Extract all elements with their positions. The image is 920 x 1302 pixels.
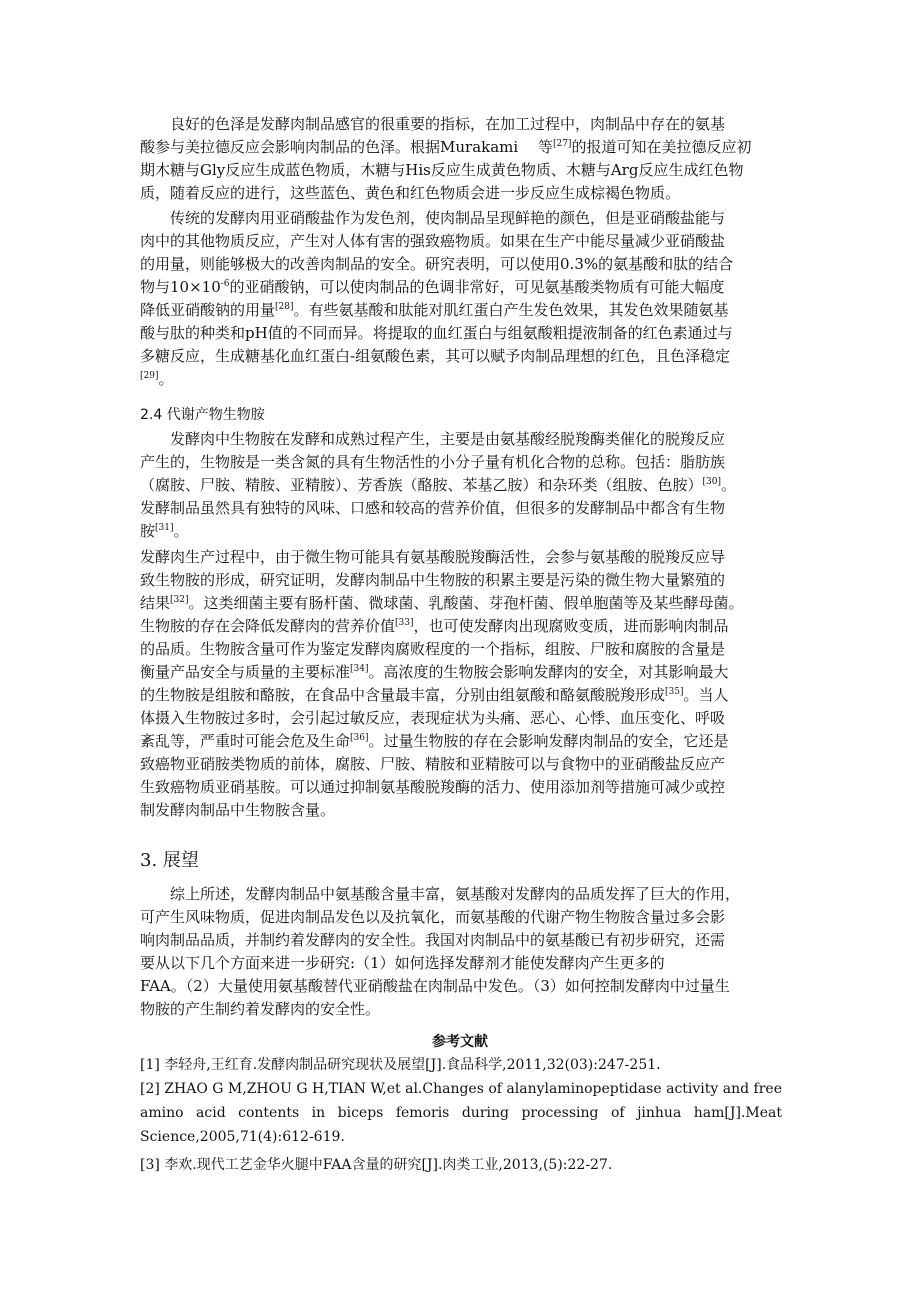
paragraph-color-maillard (140, 113, 782, 205)
section-heading-3: 3. 展望 (140, 850, 199, 871)
text-line: FAA。（2）大量使用氨基酸替代亚硝酸盐在肉制品中发色。（3）如何控制发酵肉中过量生 (140, 977, 730, 995)
text-line: 衡量产品安全与质量的主要标准[34]。高浓度的生物胺会影响发酵肉的安全，对其影响最大 (140, 663, 729, 681)
paragraph-nitrite (140, 207, 782, 391)
reference-1 (140, 1053, 782, 1077)
text-line: 综上所述，发酵肉制品中氨基酸含量丰富，氨基酸对发酵肉的品质发挥了巨大的作用， (140, 885, 741, 903)
text-line: [29]。 (140, 370, 174, 388)
text-line: 发酵肉生产过程中，由于微生物可能具有氨基酸脱羧酶活性，会参与氨基酸的脱羧反应导 (140, 548, 726, 566)
citation[interactable]: [34] (350, 664, 369, 674)
reference-line: amino acid contents in biceps femoris during processing of jinhua ham[J].Meat (140, 1105, 782, 1121)
reference-2 (140, 1077, 782, 1149)
reference-line: [1] 李轻舟,王红育.发酵肉制品研究现状及展望[J].食品科学,2011,32(03):247-251. (140, 1057, 661, 1073)
citation[interactable]: [35] (665, 687, 684, 697)
text-line: （腐胺、尸胺、精胺、亚精胺）、芳香族（酪胺、苯基乙胺）和杂环类（组胺、色胺）[30]。 (140, 476, 737, 494)
text-line: 可产生风味物质，促进肉制品发色以及抗氧化，而氨基酸的代谢产物生物胺含量过多会影 (140, 908, 726, 926)
citation[interactable]: [28] (275, 302, 294, 312)
reference-line: [3] 李欢.现代工艺金华火腿中FAA含量的研究[J].肉类工业,2013,(5):22-27. (140, 1157, 613, 1173)
references-title: 参考文献 (432, 1034, 488, 1050)
reference-3 (140, 1153, 782, 1177)
text-line: 胺[31]。 (140, 522, 189, 540)
text-line: 要从以下几个方面来进一步研究:（1）如何选择发酵剂才能使发酵肉产生更多的 (140, 954, 665, 972)
text-line: 致生物胺的形成，研究证明，发酵肉制品中生物胺的积累主要是污染的微生物大量繁殖的 (140, 571, 726, 589)
citation[interactable]: [29] (140, 371, 159, 381)
text-line: 的生物胺是组胺和酪胺，在食品中含量最丰富，分别由组氨酸和酪氨酸脱羧形成[35]。当人 (140, 686, 729, 704)
citation[interactable]: [30] (702, 477, 721, 487)
citation[interactable]: [27] (552, 139, 572, 149)
paragraph-outlook (140, 883, 782, 1021)
citation[interactable]: [33] (395, 618, 414, 628)
text-line: 的用量，则能够极大的改善肉制品的安全。研究表明，可以使用0.3%的氨基酸和肽的结合 (140, 255, 734, 273)
text-line: 多糖反应，生成糖基化血红蛋白-组氨酸色素，其可以赋予肉制品理想的红色，且色泽稳定 (140, 347, 731, 365)
text-line: 物与$10\times 10^{-6}$的亚硝酸钠，可以使肉制品的色调非常好，可见氨基酸类物质有可能大幅度 (140, 278, 725, 296)
reference-line: Science,2005,71(4):612-619. (140, 1129, 345, 1145)
text-line: 生致癌物质亚硝基胺。可以通过抑制氨基酸脱羧酶的活力、使用添加剂等措施可减少或控 (140, 778, 726, 796)
citation[interactable]: [31] (155, 523, 174, 533)
text-line: 发酵肉中生物胺在发酵和成熟过程产生，主要是由氨基酸经脱羧酶类催化的脱羧反应 (140, 430, 726, 448)
text-line: 生物胺的存在会降低发酵肉的营养价值[33]，也可使发酵肉出现腐败变质，进而影响肉制品 (140, 617, 729, 635)
paragraph-biogenic-amines (140, 428, 782, 543)
text-line: 质，随着反应的进行，这些蓝色、黄色和红色物质会进一步反应生成棕褐色物质。 (140, 184, 681, 202)
text-line: 期木糖与Gly反应生成蓝色物质，木糖与His反应生成黄色物质、木糖与Arg反应生成红色物 (140, 161, 744, 179)
text-line: 结果[32]。这类细菌主要有肠杆菌、微球菌、乳酸菌、芽孢杆菌、假单胞菌等及某些酵母菌。 (140, 594, 744, 612)
text-line: 紊乱等，严重时可能会危及生命[36]。过量生物胺的存在会影响发酵肉制品的安全，它还是 (140, 732, 729, 750)
text-line: 的品质。生物胺含量可作为鉴定发酵肉腐败程度的一个指标，组胺、尸胺和腐胺的含量是 (140, 640, 726, 658)
text-line: 酸与肽的种类和pH值的不同而异。将提取的血红蛋白与组氨酸粗提液制备的红色素通过与 (140, 324, 733, 342)
text-line: 发酵制品虽然具有独特的风味、口感和较高的营养价值，但很多的发酵制品中都含有生物 (140, 499, 726, 517)
citation[interactable]: [32] (170, 595, 189, 605)
paragraph-amine-formation (140, 546, 782, 822)
text-line: 响肉制品品质，并制约着发酵肉的安全性。我国对肉制品中的氨基酸已有初步研究，还需 (140, 931, 726, 949)
text-line: 产生的，生物胺是一类含氮的具有生物活性的小分子量有机化合物的总称。包括：脂肪族 (140, 453, 726, 471)
reference-line: [2] ZHAO G M,ZHOU G H,TIAN W,et al.Changes of alanylaminopeptidase activity and free (140, 1081, 782, 1097)
text-line: 物胺的产生制约着发酵肉的安全性。 (140, 1000, 381, 1018)
section-heading-2-4: 2.4 代谢产物生物胺 (140, 407, 265, 423)
text-line: 体摄入生物胺过多时，会引起过敏反应，表现症状为头痛、恶心、心悸、血压变化、呼吸 (140, 709, 726, 727)
text-line: 制发酵肉制品中生物胺含量。 (140, 801, 336, 819)
text-line: 传统的发酵肉用亚硝酸盐作为发色剂，使肉制品呈现鲜艳的颜色，但是亚硝酸盐能与 (140, 209, 726, 227)
text-line: 降低亚硝酸钠的用量[28]。有些氨基酸和肽能对肌红蛋白产生发色效果，其发色效果随氨基 (140, 301, 729, 319)
superscript: -6 (220, 279, 230, 289)
text-line: 肉中的其他物质反应，产生对人体有害的强致癌物质。如果在生产中能尽量减少亚硝酸盐 (140, 232, 726, 250)
text-line: 致癌物亚硝胺类物质的前体，腐胺、尸胺、精胺和亚精胺可以与食物中的亚硝酸盐反应产 (140, 755, 726, 773)
text-line: 酸参与美拉德反应会影响肉制品的色泽。根据Murakami 等[27]的报道可知在美拉德反应初 (140, 138, 752, 156)
text-line: 良好的色泽是发酵肉制品感官的很重要的指标，在加工过程中，肉制品中存在的氨基 (140, 115, 726, 133)
citation[interactable]: [36] (350, 733, 369, 743)
